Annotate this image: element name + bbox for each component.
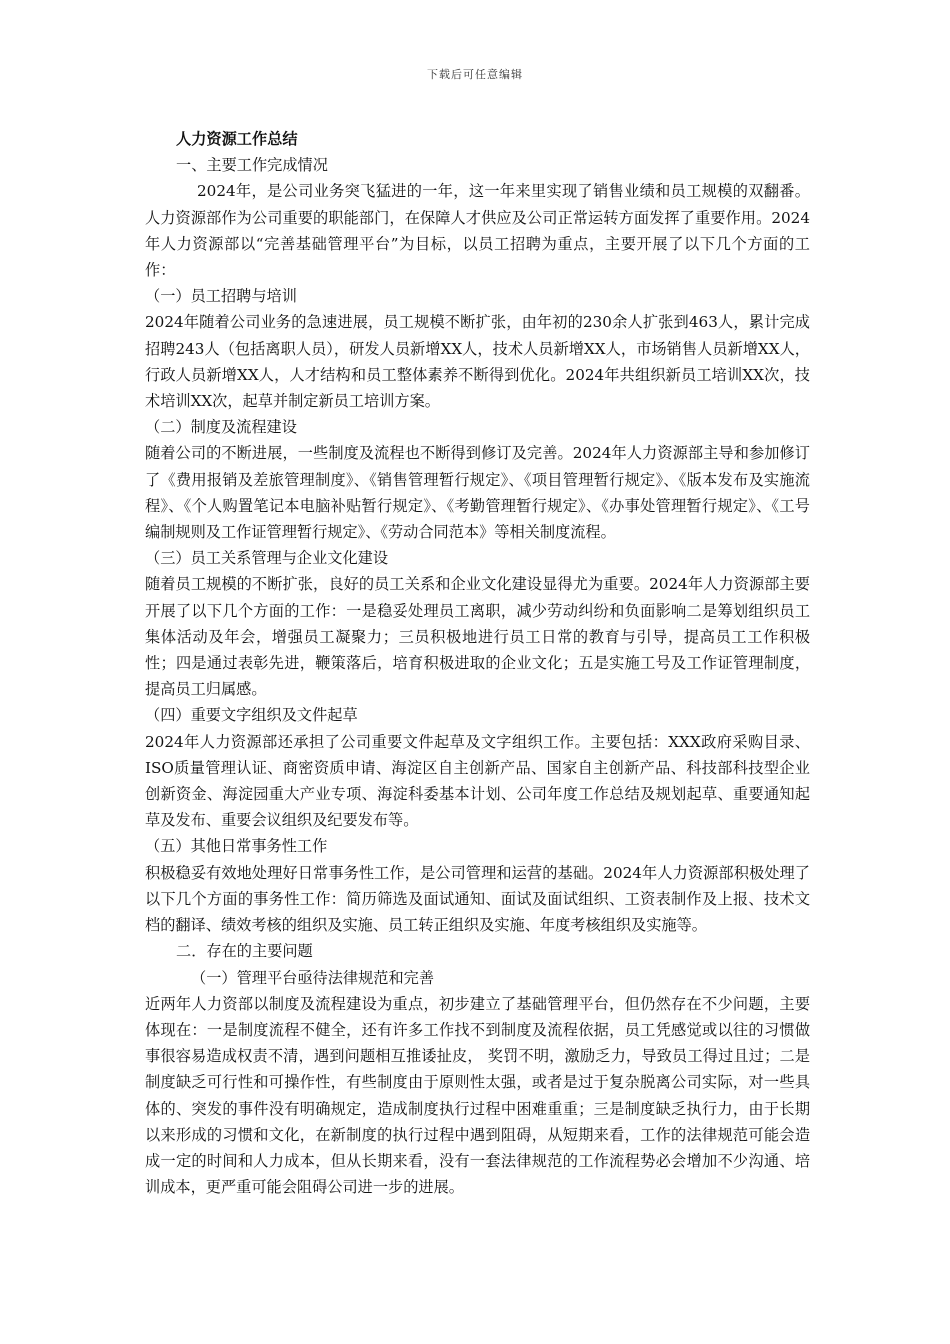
subsection-3-body: 随着员工规模的不断扩张，良好的员工关系和企业文化建设显得尤为重要。2024年人力资源部主要开展了以下几个方面的工作：一是稳妥处理员工离职，减少劳动纠纷和负面影响二是筹划组织员工集体活动及年会，增强员工凝聚力；三员积极地进行员工日常的教育与引导，提高员工工作积极性；四是通过表彰先进，鞭策落后，培育积极进取的企业文化；五是实施工号及工作证管理制度，提高员工归属感。	[145, 575, 810, 699]
subsection-5-heading: （五）其他日常事务性工作	[145, 837, 328, 856]
section-2-subsection-1-body: 近两年人力资部以制度及流程建设为重点，初步建立了基础管理平台，但仍然存在不少问题，主要体现在：一是制度流程不健全，还有许多工作找不到制度及流程依据，员工凭感觉或以往的习惯做事很容易造成权责不清，遇到问题相互推诿扯皮， 奖罚不明，激励乏力，导致员工得过且过；二是制度缺乏可行性和可操作性，有些制度由于原则性太强，或者是过于复杂脱离公司实际，对一些具体的、突发的事件没有明确规定，造成制度执行过程中困难重重；三是制度缺乏执行力，由于长期以来形成的习惯和文化，在新制度的执行过程中遇到阻碍，从短期来看，工作的法律规范可能会造成一定的时间和人力成本，但从长期来看，没有一套法律规范的工作流程势必会增加不少沟通、培训成本，更严重可能会阻碍公司进一步的进展。	[145, 994, 810, 1197]
subsection-1-body: 2024年随着公司业务的急速进展，员工规模不断扩张，由年初的230余人扩张到463人，累计完成招聘243人（包括离职人员），研发人员新增XX人，技术人员新增XX人，市场销售人员新增XX人，行政人员新增XX人，人才结构和员工整体素养不断得到优化。2024年共组织新员工培训XX次，技术培训XX次，起草并制定新员工培训方案。	[145, 313, 810, 411]
subsection-5-body: 积极稳妥有效地处理好日常事务性工作，是公司管理和运营的基础。2024年人力资源部积极处理了以下几个方面的事务性工作：简历筛选及面试通知、面试及面试组织、工资表制作及上报、技术文档的翻译、绩效考核的组织及实施、员工转正组织及实施、年度考核组织及实施等。	[145, 863, 810, 935]
document-body	[145, 126, 810, 1200]
section-1-heading: 一、主要工作完成情况	[176, 156, 328, 175]
intro-paragraph: 2024年，是公司业务突飞猛进的一年，这一年来里实现了销售业绩和员工规模的双翻番。人力资源部作为公司重要的职能部门，在保障人才供应及公司正常运转方面发挥了重要作用。2024年人力资源部以“完善基础管理平台”为目标，以员工招聘为重点，主要开展了以下几个方面的工作：	[145, 182, 810, 280]
section-2-heading: 二．存在的主要问题	[176, 942, 313, 961]
document-title: 人力资源工作总结	[176, 130, 298, 148]
subsection-4-heading: （四）重要文字组织及文件起草	[145, 706, 358, 725]
section-2-subsection-1-heading: （一）管理平台亟待法律规范和完善	[191, 968, 434, 987]
subsection-4-body: 2024年人力资源部还承担了公司重要文件起草及文字组织工作。主要包括：XXX政府采购目录、ISO质量管理认证、商密资质申请、海淀区自主创新产品、国家自主创新产品、科技部科技型企业创新资金、海淀园重大产业专项、海淀科委基本计划、公司年度工作总结及规划起草、重要通知起草及发布、重要会议组织及纪要发布等。	[145, 732, 810, 830]
subsection-2-body: 随着公司的不断进展，一些制度及流程也不断得到修订及完善。2024年人力资源部主导和参加修订了《费用报销及差旅管理制度》、《销售管理暂行规定》、《项目管理暂行规定》、《版本发布及实施流程》、《个人购置笔记本电脑补贴暂行规定》、《考勤管理暂行规定》、《办事处管理暂行规定》、《工号编制规则及工作证管理暂行规定》、《劳动合同范本》等相关制度流程。	[145, 444, 810, 542]
subsection-2-heading: （二）制度及流程建设	[145, 418, 297, 437]
subsection-3-heading: （三）员工关系管理与企业文化建设	[145, 549, 388, 568]
subsection-1-heading: （一）员工招聘与培训	[145, 287, 297, 306]
page-header-note: 下载后可任意编辑	[427, 68, 523, 81]
